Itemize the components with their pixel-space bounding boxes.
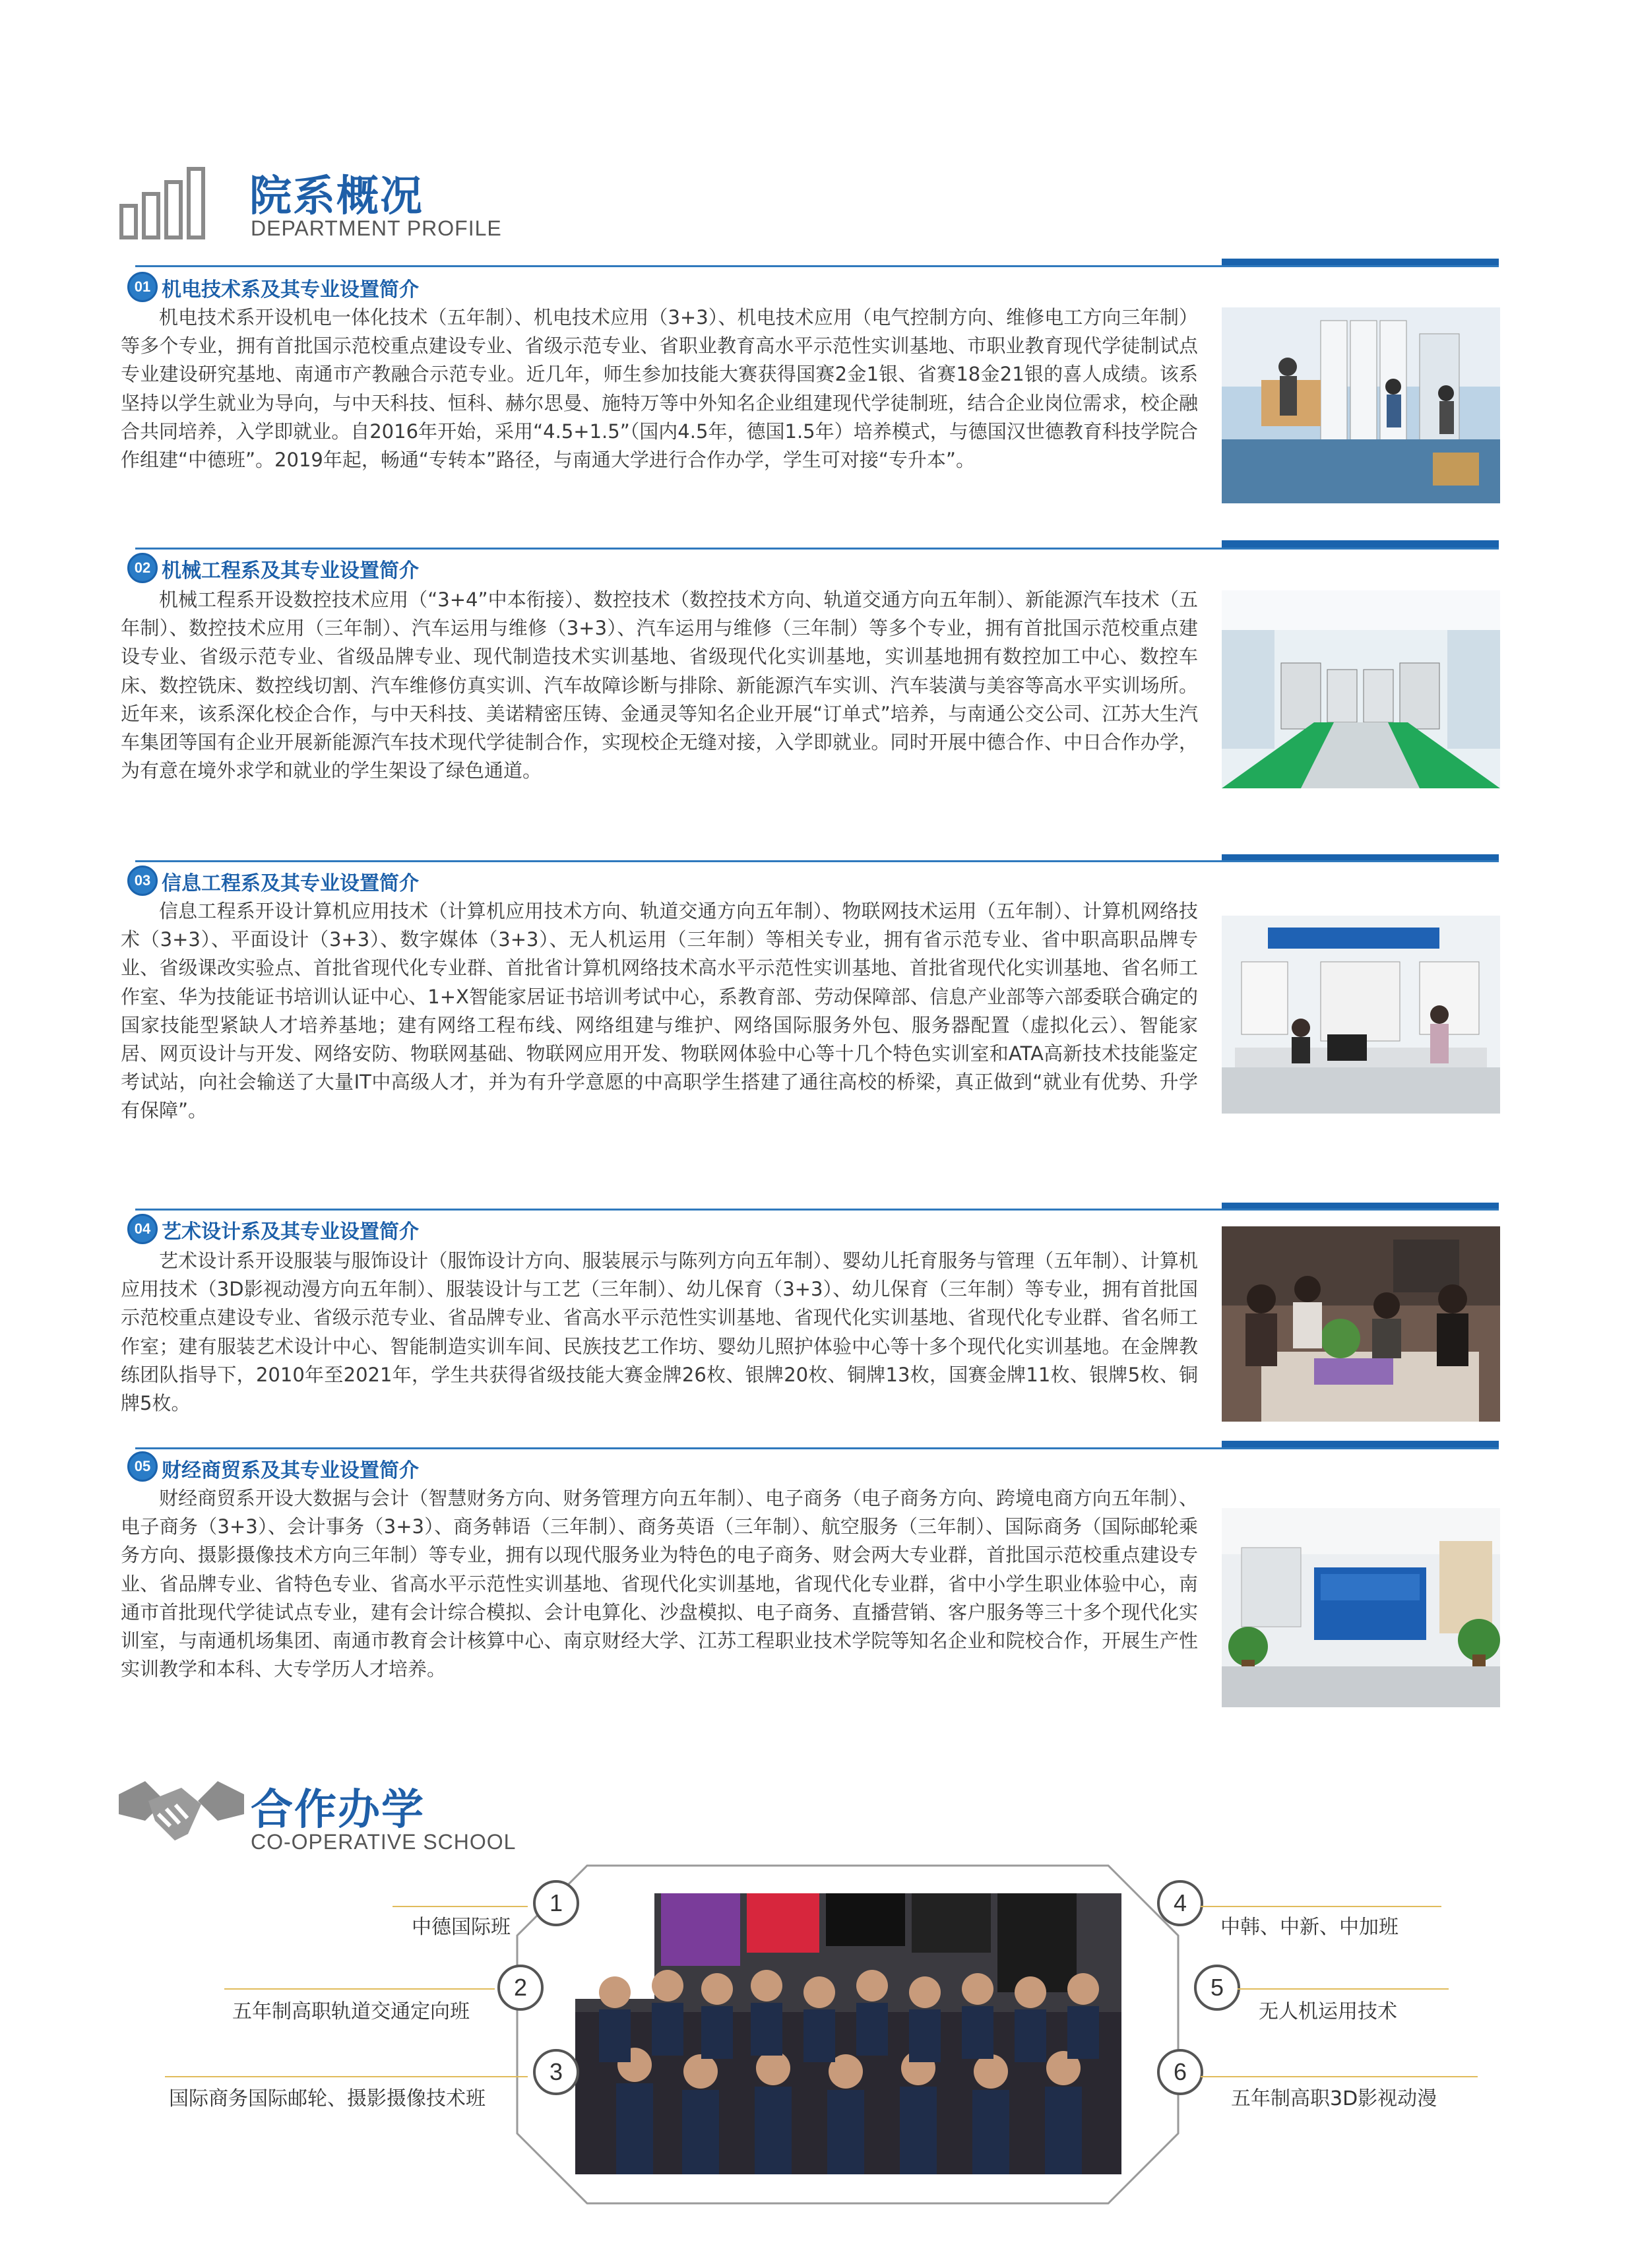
art-design-class-photo bbox=[1222, 1226, 1500, 1422]
coop-number-2: 2 bbox=[497, 1965, 544, 2011]
section-body bbox=[121, 1484, 1198, 1684]
section-title: 信息工程系及其专业设置简介 bbox=[162, 872, 419, 895]
section-paragraph: 信息工程系开设计算机应用技术（计算机应用技术方向、轨道交通方向五年制）、物联网技术运用（五年制）、计算机网络技术（3+3）、平面设计（3+3）、数字媒体（3+3）、无人机运用（三年制）等相关专业，拥有省示范专业、省中职高职品牌专业、省级课改实验点、首批省现代化专业群、首批省计算机网络技术高水平示范性实训基地、首批省现代化实训基地、省名师工作室、华为技能证书培训认证中心、1+X智能家居证书培训考试中心，系教育部、劳动保障部、信息产业部等六部委联合确定的国家技能型紧缺人才培养基地；建有网络工程布线、网络组建与维护、网络国际服务外包、服务器配置（虚拟化云）、智能家居、网页设计与开发、网络安防、物联网基础、物联网应用开发、物联网体验中心等十几个特色实训室和ATA高新技术技能鉴定考试站，向社会输送了大量IT中高级人才，并为有升学意愿的中高职学生搭建了通往高校的桥梁，真正做到“就业有优势、升学有保障”。 bbox=[121, 900, 1198, 1122]
coop-program-6: 五年制高职3D影视动漫 bbox=[1231, 2087, 1437, 2110]
section-body bbox=[121, 1247, 1198, 1418]
label-underline bbox=[1201, 1906, 1441, 1907]
section-body bbox=[121, 897, 1198, 1125]
cooperative-subtitle: CO-OPERATIVE SCHOOL bbox=[251, 1830, 517, 1854]
section-paragraph: 机械工程系开设数控技术应用（“3+4”中本衔接）、数控技术（数控技术方向、轨道交通方向五年制）、新能源汽车技术（五年制）、数控技术应用（三年制）、汽车运用与维修（3+3）、汽车运用与维修（三年制）等多个专业，拥有首批国示范校重点建设专业、省级示范专业、省级品牌专业、现代制造技术实训基地、省级现代化实训基地，实训基地拥有数控加工中心、数控车床、数控铣床、数控线切割、汽车维修仿真实训、汽车故障诊断与排除、新能源汽车实训、汽车装潢与美容等高水平实训场所。近年来，该系深化校企合作，与中天科技、美诺精密压铸、金通灵等知名企业开展“订单式”培养，与南通公交公司、江苏大生汽车集团等国有企业开展新能源汽车技术现代学徒制合作，实现校企无缝对接，入学即就业。同时开展中德合作、中日合作办学，为有意在境外求学和就业的学生架设了绿色通道。 bbox=[121, 588, 1198, 782]
smart-home-lab-photo bbox=[1222, 916, 1500, 1114]
coop-program-4: 中韩、中新、中加班 bbox=[1220, 1916, 1399, 1939]
coop-program-1: 中德国际班 bbox=[412, 1916, 511, 1939]
section-body bbox=[121, 586, 1198, 785]
section-rule bbox=[135, 1447, 1499, 1449]
label-underline bbox=[1201, 2076, 1478, 2077]
coop-number-4: 4 bbox=[1157, 1880, 1203, 1926]
section-number-badge: 02 bbox=[127, 553, 158, 583]
label-underline bbox=[1238, 1988, 1449, 1990]
section-title: 艺术设计系及其专业设置简介 bbox=[162, 1220, 419, 1244]
section-paragraph: 艺术设计系开设服装与服饰设计（服饰设计方向、服装展示与陈列方向五年制）、婴幼儿托育服务与管理（五年制）、计算机应用技术（3D影视动漫方向五年制）、服装设计与工艺（三年制）、幼儿保育（3+3）、幼儿保育（三年制）等专业，拥有首批国示范校重点建设专业、省级示范专业、省品牌专业、省高水平示范性实训基地、省现代化实训基地、省现代化专业群、省名师工作室；建有服装艺术设计中心、智能制造实训车间、民族技艺工作坊、婴幼儿照护体验中心等十多个现代化实训基地。在金牌教练团队指导下，2010年至2021年，学生共获得省级技能大赛金牌26枚、银牌20枚、铜牌13枚，国赛金牌11枚、银牌5枚、铜牌5枚。 bbox=[121, 1249, 1198, 1415]
coop-program-2: 五年制高职轨道交通定向班 bbox=[232, 2000, 470, 2023]
coop-number-3: 3 bbox=[533, 2049, 579, 2095]
section-rule bbox=[135, 265, 1499, 267]
section-rule bbox=[135, 860, 1499, 862]
page-subtitle: DEPARTMENT PROFILE bbox=[251, 216, 502, 240]
coop-number-1: 1 bbox=[533, 1880, 579, 1926]
section-number-badge: 05 bbox=[127, 1451, 158, 1482]
section-rule bbox=[135, 1209, 1499, 1211]
section-paragraph: 机电技术系开设机电一体化技术（五年制）、机电技术应用（3+3）、机电技术应用（电气控制方向、维修电工方向三年制）等多个专业，拥有首批国示范校重点建设专业、省级示范专业、省职业教育高水平示范性实训基地、市职业教育现代学徒制试点专业建设研究基地、南通市产教融合示范专业。近几年，师生参加技能大赛获得国赛2金1银、省赛18金21银的喜人成绩。该系坚持以学生就业为导向，与中天科技、恒科、赫尔思曼、施特万等中外知名企业组建现代学徒制班，结合企业岗位需求，校企融合共同培养，入学即就业。自2016年开始，采用“4.5+1.5”（国内4.5年，德国1.5年）培养模式，与德国汉世德教育科技学院合作组建“中德班”。2019年起，畅通“专转本”路径，与南通大学进行合作办学，学生可对接“专升本”。 bbox=[121, 306, 1198, 472]
page-title: 院系概况 bbox=[249, 172, 424, 221]
section-title: 机电技术系及其专业设置简介 bbox=[162, 278, 419, 301]
coop-program-3: 国际商务国际邮轮、摄影摄像技术班 bbox=[169, 2087, 486, 2110]
section-number-badge: 04 bbox=[127, 1214, 158, 1244]
section-rule bbox=[135, 548, 1499, 550]
section-number-badge: 01 bbox=[127, 272, 158, 302]
section-number-badge: 03 bbox=[127, 866, 158, 896]
workshop-photo bbox=[1222, 307, 1500, 503]
section-title: 机械工程系及其专业设置简介 bbox=[162, 559, 419, 583]
handshake-icon bbox=[119, 1775, 244, 1847]
label-underline bbox=[224, 1988, 495, 1990]
group-photo bbox=[575, 1893, 1121, 2174]
coop-number-6: 6 bbox=[1157, 2049, 1203, 2095]
business-center-photo bbox=[1222, 1508, 1500, 1707]
section-paragraph: 财经商贸系开设大数据与会计（智慧财务方向、财务管理方向五年制）、电子商务（电子商务方向、跨境电商方向五年制）、电子商务（3+3）、会计事务（3+3）、商务韩语（三年制）、商务英语（三年制）、航空服务（三年制）、国际商务（国际邮轮乘务方向、摄影摄像技术方向三年制）等专业，拥有以现代服务业为特色的电子商务、财会两大专业群，首批国示范校重点建设专业、省品牌专业、省特色专业、省高水平示范性实训基地、省现代化实训基地，省现代化专业群，省中小学生职业体验中心，南通市首批现代学徒试点专业，建有会计综合模拟、会计电算化、沙盘模拟、电子商务、直播营销、客户服务等三十多个现代化实训室，与南通机场集团、南通市教育会计核算中心、南京财经大学、江苏工程职业技术学院等知名企业和院校合作，开展生产性实训教学和本科、大专学历人才培养。 bbox=[121, 1487, 1198, 1681]
cooperative-title: 合作办学 bbox=[251, 1786, 425, 1835]
coop-program-5: 无人机运用技术 bbox=[1259, 2000, 1397, 2023]
label-underline bbox=[165, 2076, 528, 2077]
cnc-lab-photo bbox=[1222, 590, 1500, 788]
bar-chart-icon bbox=[119, 165, 218, 241]
label-underline bbox=[393, 1906, 528, 1907]
coop-number-5: 5 bbox=[1194, 1965, 1240, 2011]
section-body bbox=[121, 303, 1198, 474]
section-title: 财经商贸系及其专业设置简介 bbox=[162, 1459, 419, 1482]
